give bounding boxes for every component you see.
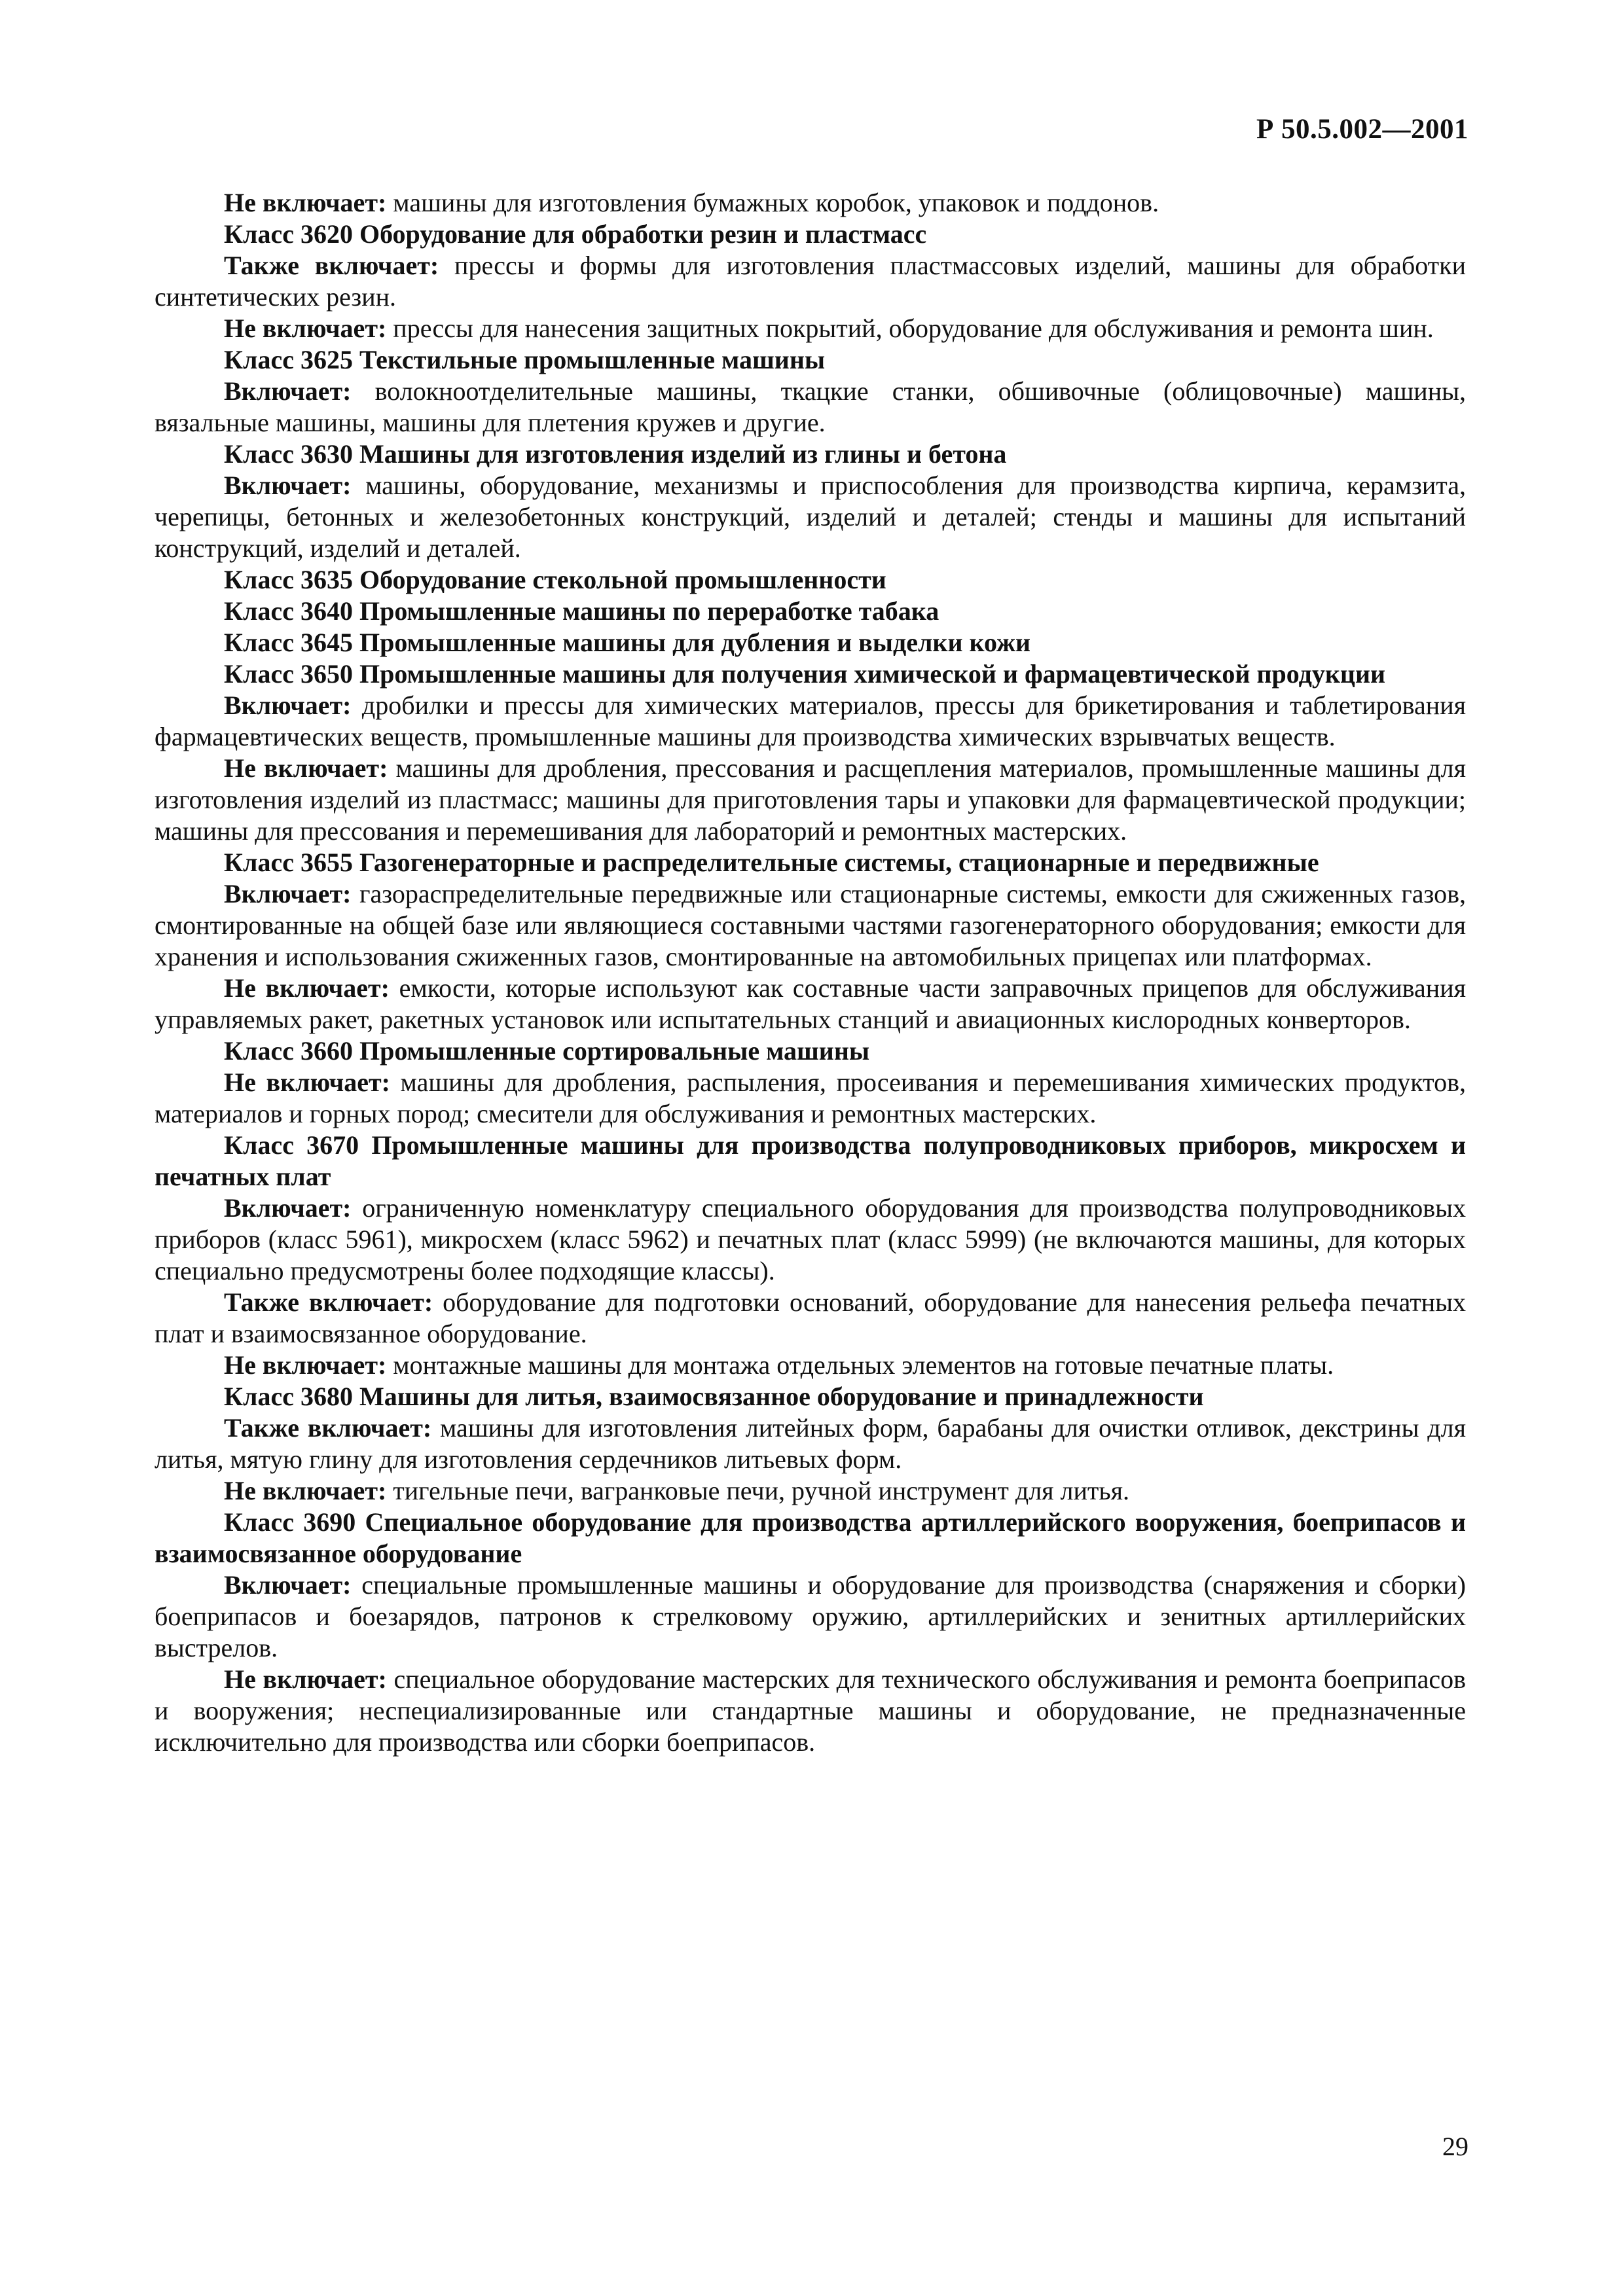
includes-label: Включает:	[224, 691, 352, 720]
class-3650-heading: Класс 3650 Промышленные машины для получения химической и фармацевтической продукции	[224, 659, 1386, 689]
also-includes-label: Также включает:	[224, 1287, 433, 1317]
paragraph-text: прессы и формы для изготовления пластмассовых изделий, машины для обработки синтетических резин.	[155, 251, 1466, 312]
paragraph-3620-also-includes	[155, 250, 1466, 313]
paragraph-3630-includes	[155, 470, 1466, 564]
paragraph-text: специальное оборудование мастерских для технического обслуживания и ремонта боеприпасов и вооружения; неспециализированные или стандартные машины и оборудование, не предназначенные исключительно для производства или сборки боеприпасов.	[155, 1664, 1466, 1757]
includes-label: Включает:	[224, 471, 352, 500]
class-3635-heading: Класс 3635 Оборудование стекольной промышленности	[224, 565, 886, 594]
class-3625-heading: Класс 3625 Текстильные промышленные машины	[224, 345, 826, 374]
paragraph-text: волокноотделительные машины, ткацкие станки, обшивочные (облицовочные) машины, вязальные машины, машины для плетения кружев и другие.	[155, 376, 1466, 437]
excludes-label: Не включает:	[224, 188, 387, 217]
class-3655-heading: Класс 3655 Газогенераторные и распределительные системы, стационарные и передвижные	[224, 848, 1319, 877]
paragraph-text: дробилки и прессы для химических материалов, прессы для брикетирования и таблетирования фармацевтических веществ, промышленные машины для производства химических взрывчатых веществ.	[155, 691, 1466, 751]
paragraph-3650-excludes	[155, 753, 1466, 847]
excludes-label: Не включает:	[224, 1476, 387, 1505]
paragraph-text: машины для дробления, распыления, просеивания и перемешивания химических продуктов, материалов и горных пород; смесители для обслуживания и ремонтных мастерских.	[155, 1067, 1466, 1128]
includes-label: Включает:	[224, 1570, 352, 1600]
class-3690-heading: Класс 3690 Специальное оборудование для производства артиллерийского вооружения, боеприпасов и взаимосвязанное оборудование	[155, 1507, 1466, 1568]
class-3620-heading: Класс 3620 Оборудование для обработки резин и пластмасс	[224, 219, 927, 249]
paragraph-text: машины для дробления, прессования и расщепления материалов, промышленные машины для изготовления изделий из пластмасс; машины для приготовления тары и упаковки для фармацевтической продукции; машины для прессования и перемешивания для лабораторий и ремонтных мастерских.	[155, 753, 1467, 846]
excludes-label: Не включает:	[224, 1664, 387, 1694]
paragraph-text: машины, оборудование, механизмы и приспособления для производства кирпича, керамзита, черепицы, бетонных и железобетонных конструкций, изделий и деталей; стенды и машины для испытаний конструкций, изделий и деталей.	[155, 471, 1466, 563]
paragraph-text: машины для изготовления бумажных коробок, упаковок и поддонов.	[386, 188, 1159, 217]
includes-label: Включает:	[224, 1193, 352, 1223]
paragraph-3680-excludes	[155, 1475, 1466, 1507]
class-3670-heading: Класс 3670 Промышленные машины для производства полупроводниковых приборов, микросхем и печатных плат	[155, 1130, 1466, 1191]
paragraph-3690-excludes	[155, 1664, 1466, 1758]
also-includes-label: Также включает:	[224, 1413, 432, 1443]
paragraph-3690-includes	[155, 1570, 1466, 1664]
excludes-label: Не включает:	[224, 1067, 390, 1097]
paragraph-text: машины для изготовления литейных форм, барабаны для очистки отливок, декстрины для литья, мятую глину для изготовления сердечников литьевых форм.	[155, 1413, 1467, 1474]
paragraph-3615-excludes	[155, 187, 1466, 219]
paragraph-3670-includes	[155, 1193, 1466, 1287]
excludes-label: Не включает:	[224, 753, 388, 783]
paragraph-text: прессы для нанесения защитных покрытий, оборудование для обслуживания и ремонта шин.	[386, 314, 1434, 343]
class-3660-heading: Класс 3660 Промышленные сортировальные машины	[224, 1036, 870, 1066]
paragraph-3655-excludes	[155, 973, 1466, 1035]
paragraph-3650-includes	[155, 690, 1466, 753]
paragraph-text: оборудование для подготовки оснований, оборудование для нанесения рельефа печатных плат и взаимосвязанное оборудование.	[155, 1287, 1467, 1348]
class-3680-heading: Класс 3680 Машины для литья, взаимосвязанное оборудование и принадлежности	[224, 1382, 1204, 1411]
paragraph-3620-excludes	[155, 313, 1466, 344]
includes-label: Включает:	[224, 879, 352, 908]
class-3645-heading: Класс 3645 Промышленные машины для дубления и выделки кожи	[224, 628, 1031, 657]
paragraph-3670-also-includes	[155, 1287, 1466, 1350]
paragraph-3625-includes	[155, 376, 1466, 439]
includes-label: Включает:	[224, 376, 352, 406]
paragraph-text: монтажные машины для монтажа отдельных элементов на готовые печатные платы.	[386, 1350, 1334, 1380]
paragraph-3660-excludes	[155, 1067, 1466, 1130]
paragraph-text: тигельные печи, вагранковые печи, ручной инструмент для литья.	[386, 1476, 1130, 1505]
paragraph-text: ограниченную номенклатуру специального оборудования для производства полупроводниковых приборов (класс 5961), микросхем (класс 5962) и печатных плат (класс 5999) (не включаются машины, для которых специально предусмотрены более подходящие классы).	[155, 1193, 1466, 1285]
page-number: 29	[1442, 2132, 1468, 2161]
excludes-label: Не включает:	[224, 973, 390, 1003]
excludes-label: Не включает:	[224, 1350, 387, 1380]
class-3630-heading: Класс 3630 Машины для изготовления изделий из глины и бетона	[224, 439, 1007, 469]
class-3640-heading: Класс 3640 Промышленные машины по переработке табака	[224, 596, 939, 626]
document-code: Р 50.5.002—2001	[1256, 114, 1468, 145]
paragraph-text: специальные промышленные машины и оборудование для производства (снаряжения и сборки) боеприпасов и боезарядов, патронов к стрелковому оружию, артиллерийских и зенитных артиллерийских выстрелов.	[155, 1570, 1466, 1662]
paragraph-text: емкости, которые используют как составные части заправочных прицепов для обслуживания управляемых ракет, ракетных установок или испытательных станций и авиационных кислородных конверторов.	[155, 973, 1466, 1034]
paragraph-text: газораспределительные передвижные или стационарные системы, емкости для сжиженных газов, смонтированные на общей базе или являющиеся составными частями газогенераторного оборудования; емкости для хранения и использования сжиженных газов, смонтированные на автомобильных прицепах или платформах.	[155, 879, 1466, 971]
paragraph-3670-excludes	[155, 1350, 1466, 1381]
paragraph-3655-includes	[155, 878, 1466, 973]
also-includes-label: Также включает:	[224, 251, 439, 280]
document-body	[155, 187, 1466, 1758]
paragraph-3680-also-includes	[155, 1412, 1466, 1475]
excludes-label: Не включает:	[224, 314, 387, 343]
